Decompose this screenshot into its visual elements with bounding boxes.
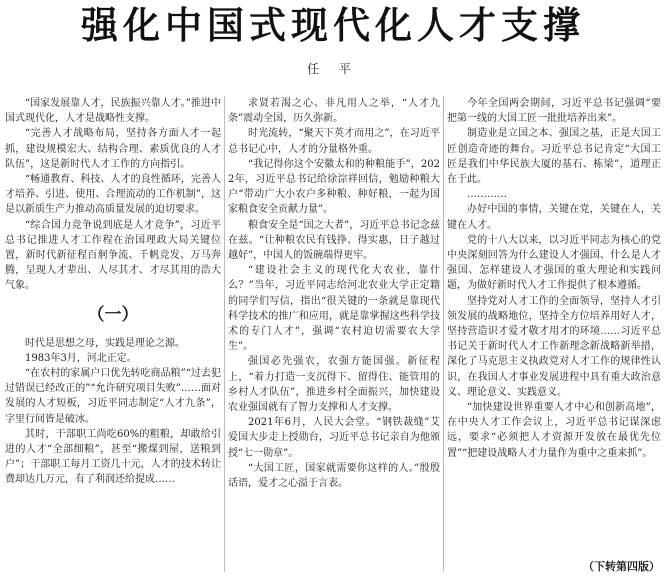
paragraph: 强国必先强农，农强方能国强。新征程上，“着力打造一支沉得下、留得住、能管用的乡村人才队伍”，推进乡村全面振兴，加快建设农业强国就有了智力支撑和人才支撑。 (228, 356, 440, 414)
column-divider (443, 96, 444, 572)
column-divider (224, 96, 225, 572)
paragraph: 党的十八大以来，以习近平同志为核心的党中央深刻回答为什么建设人才强国、什么是人才强国、怎样建设人才强国的重大理论和实践问题，为做好新时代人才工作提供了根本遵循。 (447, 234, 661, 292)
paragraph: ………… (467, 189, 507, 201)
article-column-2 (228, 96, 440, 574)
article-column-1 (5, 96, 221, 574)
paragraph: “畅通教育、科技、人才的良性循环，完善人才培养、引进、使用、合理流动的工作机制”，这是以新质生产力推动高质量发展的迫切要求。 (5, 174, 221, 216)
paragraph: 其时，干部职工尚吃60%的粗粮，却敢给引进的人才“全部细粮”，甚至“搬煤到屋，送粮到户”；干部职工每月工资几十元，人才的技术转让费却达几万元，有了利润还给提成…… (5, 428, 221, 486)
paragraph: “我记得你这个安徽太和的种粮能手”，2022年，习近平总书记给徐淙祥回信，勉励种粮大户“带动广大小农户多种粮、种好粮，一起为国家粮食安全贡献力量”。 (228, 158, 440, 216)
paragraph: “加快建设世界重要人才中心和创新高地”，在中央人才工作会议上，习近平总书记谋深虑远，要求“必须把人才资源开发放在最优先位置”“把建设战略人才力量作为重中之重来抓”。 (447, 402, 661, 459)
article-byline: 任 平 (307, 62, 359, 76)
paragraph: 办好中国的事情，关键在党，关键在人，关键在人才。 (447, 204, 661, 231)
paragraph: 2021年6月，人民大会堂。“钢铁裁缝”艾爱国大步走上授勋台，习近平总书记亲自为他颁授“七一勋章”。 (228, 417, 440, 459)
continued-note[interactable]: （下转第四版） (579, 558, 660, 574)
paragraph: “综合国力竞争说到底是人才竞争”，习近平总书记推进人才工作程在治国理政大局关键位置，新时代新征程百舸争流、千帆竞发、万马奔腾，呈现人才辈出、人尽其才、才尽其用的浩大气象。 (5, 219, 221, 292)
paragraph: 粮食安全是“国之大者”，习近平总书记念兹在兹。“让种粮农民有钱挣、得实惠，日子越过越好”，中国人的饭碗端得更牢。 (228, 219, 440, 262)
paragraph: 时代是思想之母，实践是理论之源。 (25, 337, 185, 349)
paragraph: 1983年3月，河北正定。 (25, 352, 137, 364)
section-heading: （一） (87, 304, 139, 325)
paragraph: “在农村的家属户口优先转吃商品粮”“过去犯过错误已经改正的”“允许研究项目失败”……面对发展的人才短板，习近平同志制定“人才九条”，字里行间皆是破冰。 (5, 368, 221, 425)
paragraph: 今年全国两会期间，习近平总书记强调“要把第一线的大国工匠一批批培养出来”。 (447, 98, 661, 125)
paragraph: 求贤若渴之心、非凡用人之举，“人才九条”震动全国，历久弥新。 (228, 98, 440, 125)
paragraph: “建设社会主义的现代化大农业，靠什么？”当年，习近平同志给河北农业大学正定籍的同学们写信，指出“很关键的一条就是靠现代科学技术的推广和应用，就是靠掌握这些科学技术的专门人才”，强调“农村迫切需要农大学生”。 (228, 265, 440, 353)
paragraph: 制造业是立国之本、强国之基，正是大国工匠创造奇迹的舞台。习近平总书记肯定“大国工匠是我们中华民族大厦的基石、栋梁”，道理正在于此。 (447, 128, 661, 186)
article-headline: 强化中国式现代化人才支撑 (81, 4, 585, 47)
paragraph: “大国工匠，国家就需要你这样的人。”殷殷话语，爱才之心溢于言表。 (228, 462, 440, 490)
paragraph: 时光流转，“聚天下英才而用之”，在习近平总书记心中，人才的分量格外重。 (228, 128, 440, 155)
article-column-3 (447, 96, 661, 574)
paragraph: “国家发展靠人才，民族振兴靠人才。”推进中国式现代化，人才是战略性支撑。 (5, 98, 221, 125)
paragraph: “完善人才战略布局，坚持各方面人才一起抓，建设规模宏大、结构合理、素质优良的人才队伍”，这是新时代人才工作的方向指引。 (5, 128, 221, 170)
paragraph: 坚持党对人才工作的全面领导，坚持人才引领发展的战略地位，坚持全方位培养用好人才，坚持营造识才爱才敬才用才的环境……习近平总书记关于新时代人才工作新理念新战略新举措，深化了马克思主义执政党对人才工作的规律性认识，在我国人才事业发展进程中具有重大政治意义、理论意义、实践意义。 (447, 295, 661, 398)
